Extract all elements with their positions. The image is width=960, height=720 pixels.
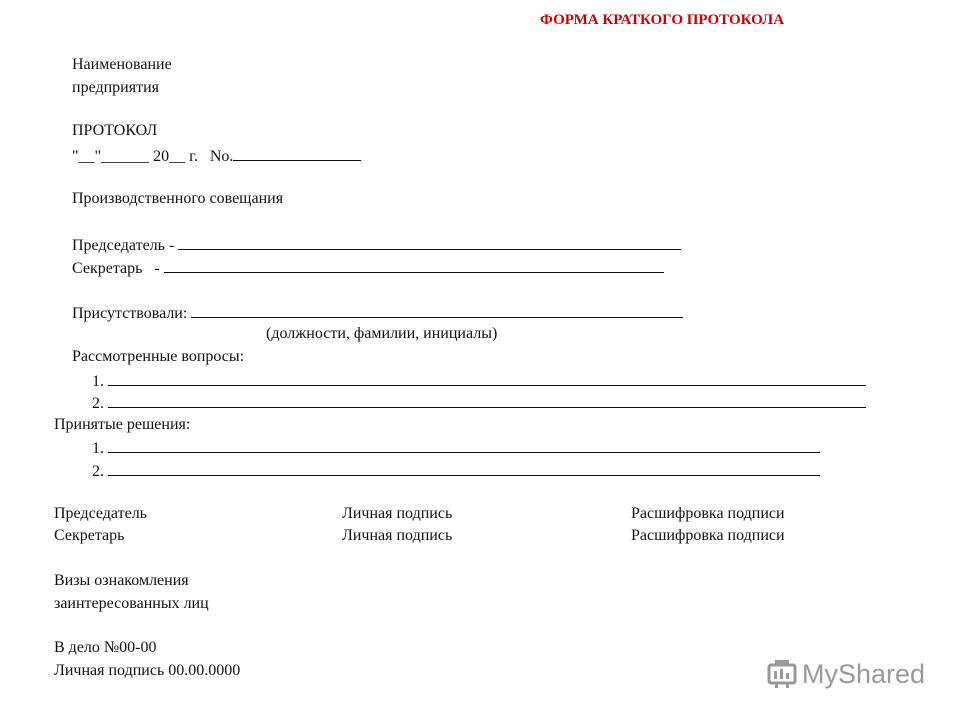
- signature-date: Личная подпись 00.00.0000: [54, 662, 241, 679]
- watermark-text: MyShared: [802, 658, 926, 689]
- question-row: [92, 370, 866, 392]
- meeting-type: Производственного совещания: [72, 190, 284, 207]
- signature-role: Председатель: [54, 505, 147, 522]
- chairman-row: [72, 234, 681, 256]
- decision-number: 2.: [92, 463, 104, 480]
- date-number-row: [72, 145, 361, 167]
- decision-field-line: [108, 437, 820, 453]
- decision-field-line: [108, 460, 820, 476]
- number-field-line: [233, 145, 361, 161]
- question-number: 2.: [92, 395, 104, 412]
- decisions-label: Принятые решения:: [54, 416, 191, 433]
- chairman-label: Председатель -: [72, 237, 175, 254]
- org-name-label-line2: предприятия: [72, 79, 159, 96]
- decision-row: [92, 437, 820, 459]
- question-field-line: [108, 370, 866, 386]
- secretary-field-line: [164, 257, 664, 273]
- present-label: Присутствовали:: [72, 305, 188, 322]
- decision-number: 1.: [92, 440, 104, 457]
- present-row: [72, 302, 683, 324]
- signature-decoding: Расшифровка подписи: [631, 505, 785, 522]
- form-title: ФОРМА КРАТКОГО ПРОТОКОЛА: [540, 12, 785, 28]
- signature-decoding: Расшифровка подписи: [631, 527, 785, 544]
- date-blank: "__"______ 20__ г.: [72, 148, 198, 165]
- presentation-board-icon: [766, 658, 798, 690]
- question-row: [92, 392, 866, 414]
- secretary-row: [72, 257, 664, 279]
- signature-personal: Личная подпись: [342, 527, 453, 544]
- chairman-field-line: [178, 234, 681, 250]
- signature-role: Секретарь: [54, 527, 125, 544]
- signature-personal: Личная подпись: [342, 505, 453, 522]
- present-hint: (должности, фамилии, инициалы): [266, 325, 498, 342]
- visas-label-line1: Визы ознакомления: [54, 572, 189, 589]
- myshared-watermark: [766, 656, 925, 692]
- org-name-label-line1: Наименование: [72, 56, 172, 73]
- visas-label-line2: заинтересованных лиц: [54, 595, 209, 612]
- number-label: No.: [209, 148, 234, 165]
- question-number: 1.: [92, 373, 104, 390]
- question-field-line: [108, 392, 866, 408]
- file-reference: В дело №00-00: [54, 639, 157, 656]
- secretary-label: Секретарь -: [72, 260, 160, 277]
- present-field-line: [191, 302, 683, 318]
- protocol-heading: ПРОТОКОЛ: [72, 122, 158, 139]
- questions-label: Рассмотренные вопросы:: [72, 348, 245, 365]
- decision-row: [92, 460, 820, 482]
